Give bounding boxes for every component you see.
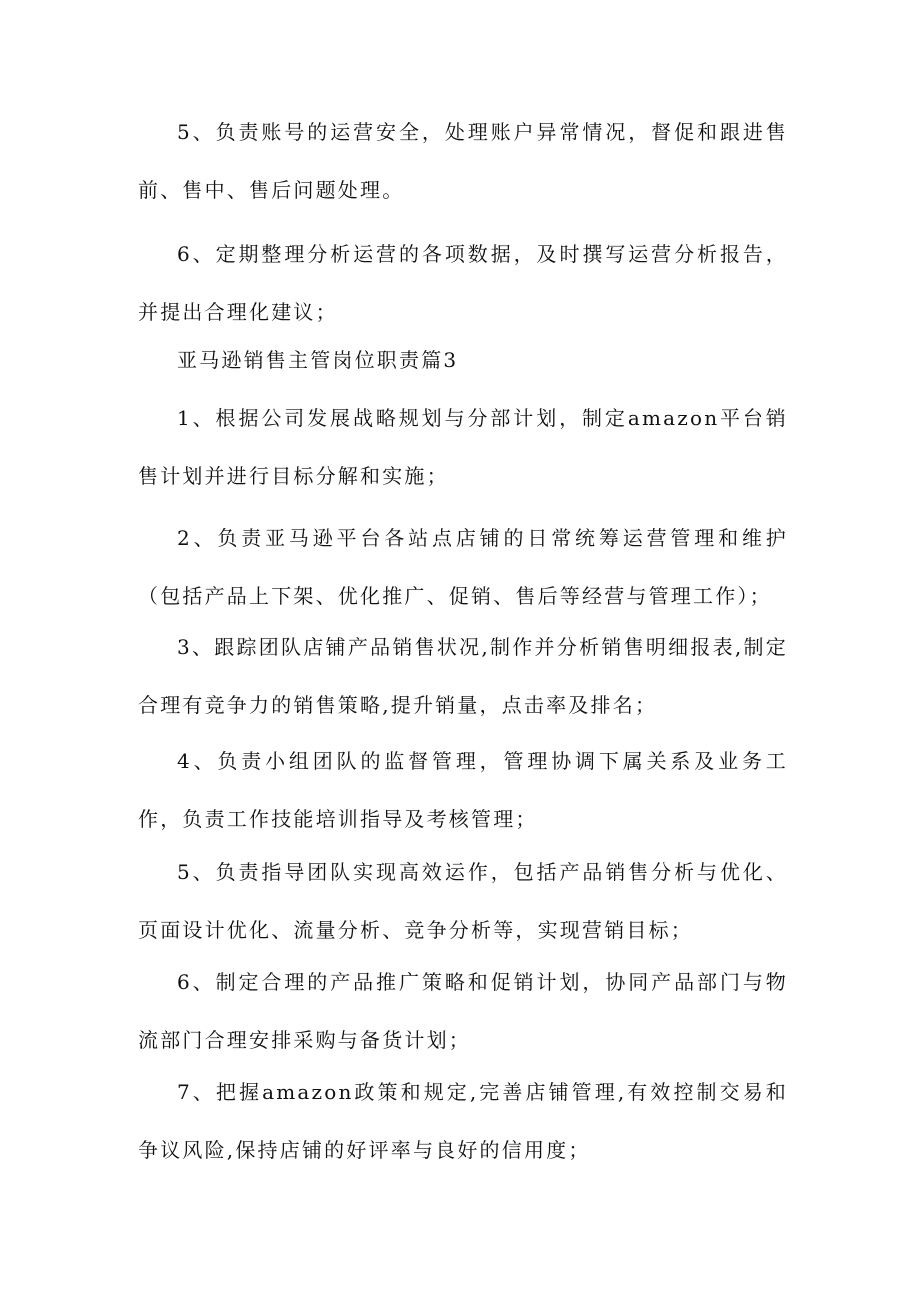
paragraph: 5、负责账号的运营安全，处理账户异常情况，督促和跟进售前、售中、售后问题处理。 xyxy=(138,120,788,202)
section-heading: 亚马逊销售主管岗位职责篇3 xyxy=(177,348,459,372)
paragraph: 1、根据公司发展战略规划与分部计划，制定amazon平台销售计划并进行目标分解和实施； xyxy=(138,406,788,488)
paragraph: 7、把握amazon政策和规定,完善店铺管理,有效控制交易和争议风险,保持店铺的好评率与良好的信用度； xyxy=(138,1080,788,1162)
paragraph: 5、负责指导团队实现高效运作，包括产品销售分析与优化、页面设计优化、流量分析、竞争分析等，实现营销目标； xyxy=(138,860,788,942)
paragraph: 3、跟踪团队店铺产品销售状况,制作并分析销售明细报表,制定合理有竞争力的销售策略,提升销量，点击率及排名； xyxy=(138,635,788,717)
paragraph: 4、负责小组团队的监督管理，管理协调下属关系及业务工作，负责工作技能培训指导及考核管理； xyxy=(138,749,788,831)
paragraph: 2、负责亚马逊平台各站点店铺的日常统筹运营管理和维护（包括产品上下架、优化推广、促销、售后等经营与管理工作）； xyxy=(138,526,788,608)
paragraph: 6、定期整理分析运营的各项数据，及时撰写运营分析报告，并提出合理化建议； xyxy=(138,242,788,324)
paragraph: 6、制定合理的产品推广策略和促销计划，协同产品部门与物流部门合理安排采购与备货计划； xyxy=(138,970,788,1052)
